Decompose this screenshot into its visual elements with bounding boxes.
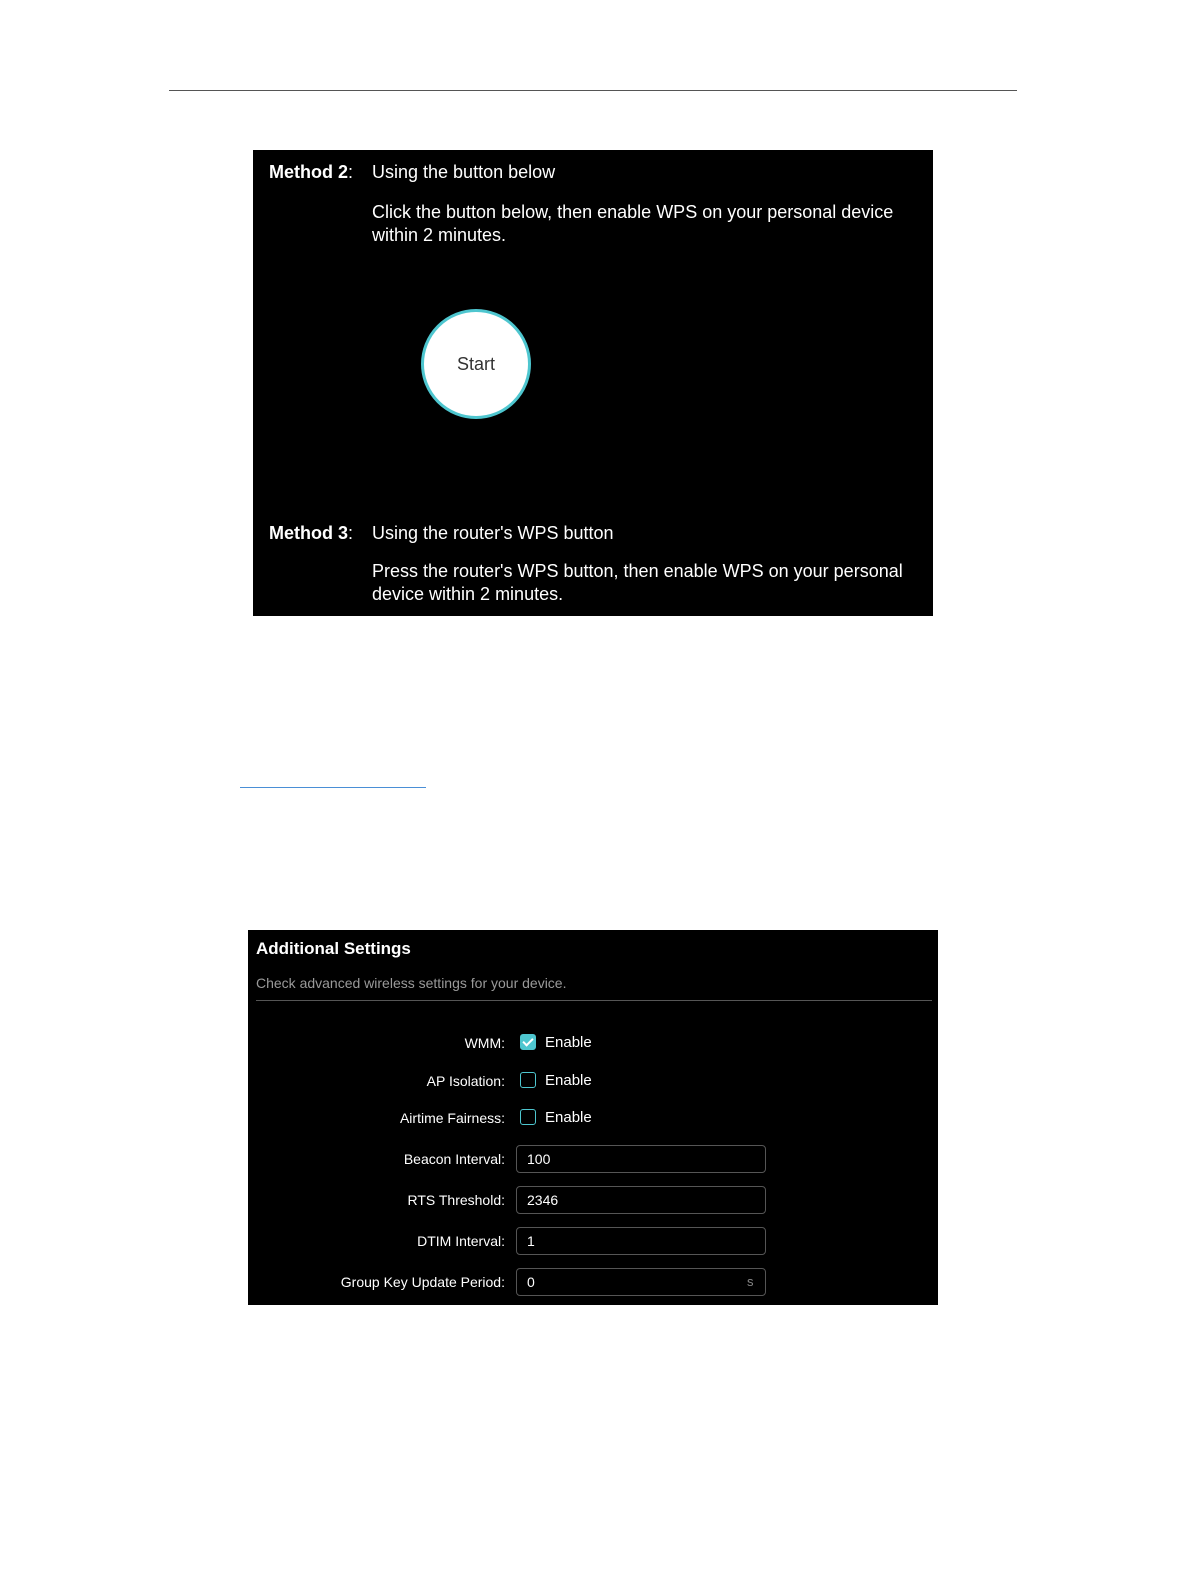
method-3-description: Press the router's WPS button, then enable WPS on your personal device within 2 minutes. — [372, 561, 903, 604]
airtime-fairness-checkbox[interactable] — [520, 1109, 536, 1125]
additional-settings-panel — [248, 930, 938, 1305]
settings-divider — [256, 1000, 932, 1001]
wmm-checkbox[interactable] — [520, 1034, 536, 1050]
settings-subtitle: Check advanced wireless settings for your device. — [256, 975, 567, 991]
method-2-description: Click the button below, then enable WPS on your personal device within 2 minutes. — [372, 202, 894, 245]
wmm-row — [248, 1029, 938, 1057]
wmm-label: WMM: — [464, 1035, 505, 1051]
wmm-enable-text[interactable]: Enable — [545, 1034, 592, 1051]
beacon-interval-row — [248, 1145, 938, 1173]
rts-threshold-label: RTS Threshold: — [407, 1192, 505, 1208]
group-key-update-period-input[interactable]: 0 — [516, 1268, 766, 1296]
group-key-update-period-label: Group Key Update Period: — [340, 1274, 505, 1290]
beacon-interval-input[interactable]: 100 — [516, 1145, 766, 1173]
method-3-label: Method 3: — [269, 523, 354, 543]
rts-threshold-input[interactable]: 2346 — [516, 1186, 766, 1214]
ap-isolation-checkbox[interactable] — [520, 1072, 536, 1088]
ap-isolation-label: AP Isolation: — [426, 1073, 505, 1089]
dtim-interval-row — [248, 1227, 938, 1255]
dtim-interval-input[interactable]: 1 — [516, 1227, 766, 1255]
wps-start-button[interactable] — [421, 309, 531, 419]
link-underline — [240, 787, 426, 788]
group-key-update-period-row — [248, 1268, 938, 1296]
method-3-title: Using the router's WPS button — [372, 523, 614, 543]
wps-methods-panel — [253, 150, 933, 616]
beacon-interval-label: Beacon Interval: — [403, 1151, 505, 1167]
start-button-label: Start — [456, 353, 495, 374]
ap-isolation-row — [248, 1067, 938, 1095]
page-header-rule — [169, 90, 1017, 91]
dtim-interval-label: DTIM Interval: — [417, 1233, 505, 1249]
method-2-label: Method 2: — [269, 162, 354, 182]
method-2-title: Using the button below — [372, 162, 556, 182]
airtime-fairness-row — [248, 1104, 938, 1132]
seconds-unit: s — [747, 1274, 754, 1289]
rts-threshold-row — [248, 1186, 938, 1214]
settings-title: Additional Settings — [256, 939, 411, 958]
ap-isolation-enable-text[interactable]: Enable — [545, 1072, 592, 1089]
airtime-fairness-enable-text[interactable]: Enable — [545, 1109, 592, 1126]
airtime-fairness-label: Airtime Fairness: — [399, 1110, 505, 1126]
